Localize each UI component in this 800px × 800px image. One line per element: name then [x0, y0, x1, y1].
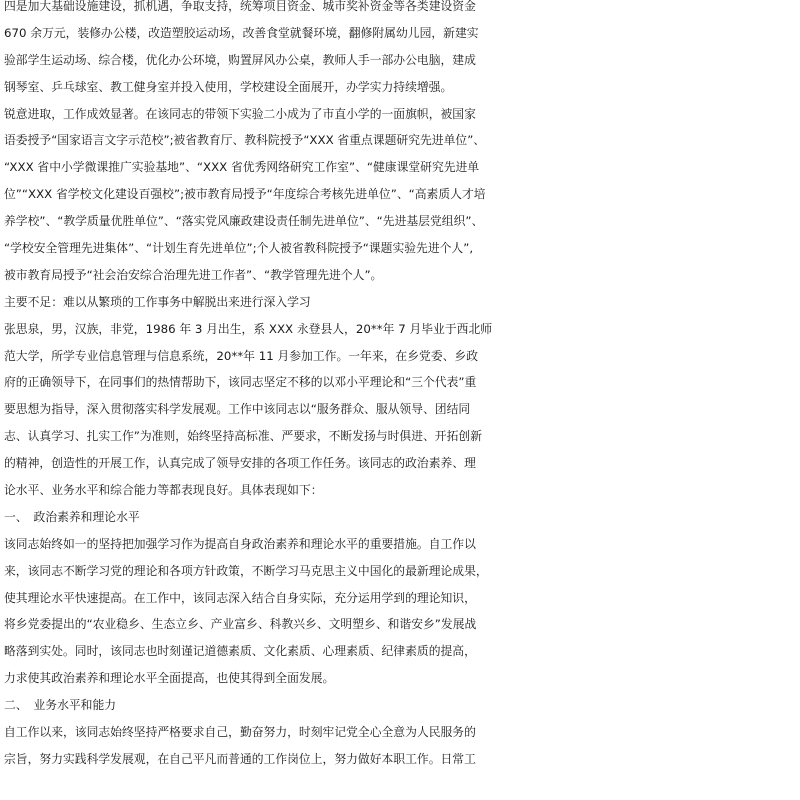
text-line: 要思想为指导，深入贯彻落实科学发展观。工作中该同志以“服务群众、服从领导、团结同: [4, 402, 471, 417]
text-line: 张思泉，男，汉族，非党，1986 年 3 月出生，系 XXX 永登县人，20**年 7 月毕业于西北师: [4, 321, 493, 336]
text-line: 钢琴室、乒乓球室、教工健身室并投入使用，学校建设全面展开，办学实力持续增强。: [4, 79, 453, 94]
text-line: 来，该同志不断学习党的理论和各项方针政策，不断学习马克思主义中国化的最新理论成果，: [4, 563, 488, 578]
text-line: 宗旨，努力实践科学发展观，在自己平凡而普通的工作岗位上，努力做好本职工作。日常工: [4, 751, 476, 766]
text-line: 论水平、业务水平和综合能力等都表现良好。具体表现如下：: [4, 483, 323, 498]
text-line: 养学校”、“教学质量优胜单位”、“落实党风廉政建设责任制先进单位”、“先进基层党组织”、: [4, 214, 484, 229]
text-line: “学校安全管理先进集体”、“计划生育先进单位”;个人被省教科院授予“课题实验先进个人”,: [4, 241, 474, 256]
text-line: 略落到实处。同时，该同志也时刻谨记道德素质、文化素质、心理素质、纪律素质的提高，: [4, 644, 476, 659]
text-line: 的精神，创造性的开展工作，认真完成了领导安排的各项工作任务。该同志的政治素养、理: [4, 456, 476, 471]
text-line: 主要不足：难以从繁琐的工作事务中解脱出来进行深入学习: [4, 294, 311, 309]
text-line: 将乡党委提出的“农业稳乡、生态立乡、产业富乡、科教兴乡、文明塑乡、和谐安乡”发展战: [4, 617, 477, 632]
text-line: 位”“XXX 省学校文化建设百强校”;被市教育局授予“年度综合考核先进单位”、“高素质人才培: [4, 187, 486, 202]
text-line: 范大学，所学专业信息管理与信息系统，20**年 11 月参加工作。一年来，在乡党委、乡政: [4, 348, 479, 363]
text-line: 使其理论水平快速提高。在工作中，该同志深入结合自身实际，充分运用学到的理论知识，: [4, 590, 476, 605]
text-line: 该同志始终如一的坚持把加强学习作为提高自身政治素养和理论水平的重要措施。自工作以: [4, 536, 476, 551]
text-line: 验部学生运动场、综合楼，优化办公环境，购置屏风办公桌，教师人手一部办公电脑，建成: [4, 52, 476, 67]
text-line: 自工作以来，该同志始终坚持严格要求自己，勤奋努力，时刻牢记党全心全意为人民服务的: [4, 725, 476, 740]
section-heading-business: 二、 业务水平和能力: [4, 698, 117, 713]
text-line: 志、认真学习、扎实工作”为准则，始终坚持高标准、严要求，不断发扬与时俱进、开拓创新: [4, 429, 482, 444]
text-line: 力求使其政治素养和理论水平全面提高，也使其得到全面发展。: [4, 671, 335, 686]
text-line: 锐意进取，工作成效显著。在该同志的带领下实验二小成为了市直小学的一面旗帜，被国家: [4, 106, 476, 121]
text-line: “XXX 省中小学微课推广实验基地”、“XXX 省优秀网络研究工作室”、“健康课堂研究先进单: [4, 160, 480, 175]
section-heading-political: 一、 政治素养和理论水平: [4, 509, 140, 524]
text-line: 670 余万元，装修办公楼，改造塑胶运动场，改善食堂就餐环境，翻修附属幼儿园，新建实: [4, 25, 479, 40]
text-line: 四是加大基础设施建设，抓机遇，争取支持，统筹项目资金、城市奖补资金等各类建设资金: [4, 0, 476, 13]
text-line: 府的正确领导下，在同事们的热情帮助下，该同志坚定不移的以邓小平理论和“三个代表”重: [4, 375, 477, 390]
text-line: 被市教育局授予“社会治安综合治理先进工作者”、“教学管理先进个人”。: [4, 267, 383, 282]
text-line: 语委授予“国家语言文字示范校”;被省教育厅、教科院授予“XXX 省重点课题研究先进单位”、: [4, 133, 486, 148]
